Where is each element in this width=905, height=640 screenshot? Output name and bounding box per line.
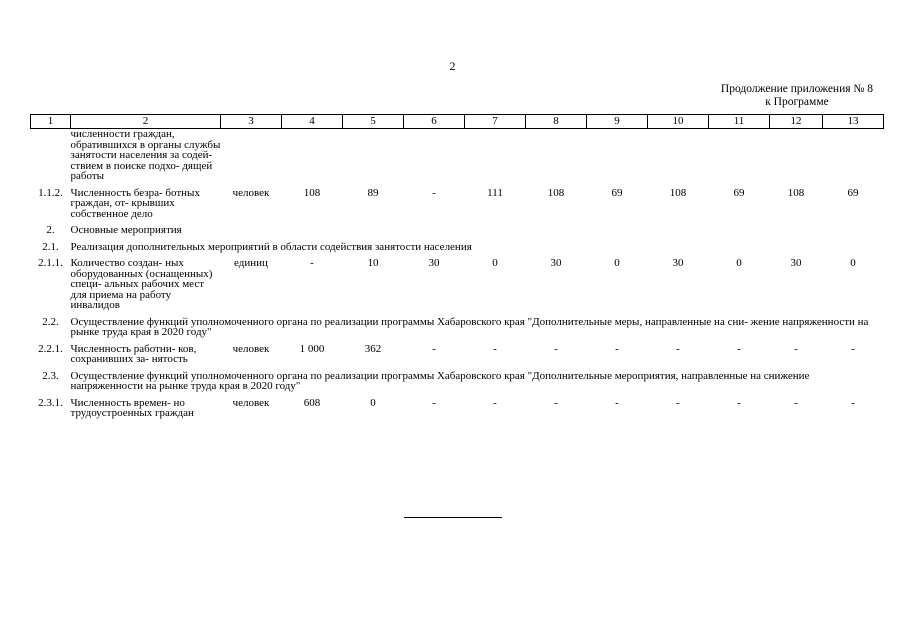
cell-value: - [554,342,558,355]
cell-value: - [851,396,855,409]
column-header: 9 [587,115,648,129]
cell-value: 30 [550,257,562,269]
column-header: 8 [526,115,587,129]
table-row [31,219,884,236]
table-row [31,392,884,419]
page-number: 2 [449,59,456,73]
cell-value: - [794,342,798,355]
row-number: 2.2.1. [38,342,63,355]
cell-value: 108 [547,186,565,199]
cell-value: 108 [669,186,687,199]
cell-value: 0 [370,396,376,409]
row-number: 1.1.2. [38,186,63,199]
cell-value: - [615,342,619,355]
row-unit: человек [232,396,270,409]
row-description: Осуществление функций уполномоченного органа по реализации программы Хабаровского края "Дополнительные меры, направленные на сни- жение напряженности на рынке труда края в 2020 году" [70,315,869,338]
cell-value: 30 [672,257,684,269]
row-unit: единиц [234,257,268,269]
cell-value: - [493,396,497,409]
row-unit: человек [232,186,270,199]
cell-value: 69 [611,186,623,199]
cell-value: - [737,342,741,355]
cell-value: - [737,396,741,409]
cell-value: - [794,396,798,409]
row-description: Численность работни- ков, сохранивших за- нятость [70,342,197,365]
cell-value: - [554,396,558,409]
cell-value: - [493,342,497,355]
row-description: Основные мероприятия [70,224,182,236]
row-number: 2.2. [42,315,59,328]
table-row [31,129,884,182]
column-header: 5 [343,115,404,129]
indicators-table [30,114,884,419]
row-number: 2. [46,224,55,236]
column-header: 11 [709,115,770,129]
column-header: 10 [648,115,709,129]
row-number: 2.1. [42,240,59,253]
column-header: 1 [31,115,71,129]
continuation-text: численности граждан, обратившихся в органы службы занятости населения за содей- ствием в поиске подхо- дящей работы [70,128,221,182]
cell-value: 362 [364,342,382,355]
cell-value: 69 [847,186,859,199]
end-divider [404,517,502,518]
header-row [31,115,884,129]
table-row [31,236,884,253]
row-number: 2.3.1. [38,396,63,409]
cell-value: 0 [492,257,498,269]
cell-value: 0 [736,257,742,269]
column-header: 2 [71,115,221,129]
table-row [31,338,884,365]
column-header: 7 [465,115,526,129]
cell-value: 111 [487,186,503,199]
row-unit: человек [232,342,270,355]
cell-value: 30 [790,257,802,269]
cell-value: 1 000 [299,342,325,355]
row-number: 2.3. [42,369,59,382]
cell-value: 0 [614,257,620,269]
column-header: 12 [770,115,823,129]
column-header: 3 [221,115,282,129]
cell-value: 108 [303,186,321,199]
cell-value: - [615,396,619,409]
cell-value: - [432,342,436,355]
column-header: 6 [404,115,465,129]
cell-value: - [432,186,436,199]
appendix-line-1: Продолжение приложения № 8 [720,83,873,95]
cell-value: 89 [367,186,379,199]
cell-value: - [676,342,680,355]
cell-value: - [432,396,436,409]
row-description: Численность времен- но трудоустроенных граждан [70,396,194,419]
cell-value: - [676,396,680,409]
cell-value: 608 [303,396,321,409]
appendix-note [721,83,873,109]
table-row [31,365,884,392]
row-description: Реализация дополнительных мероприятий в области содействия занятости населения [70,240,472,253]
column-header: 4 [282,115,343,129]
column-header: 13 [823,115,884,129]
cell-value: 69 [733,186,745,199]
cell-value: 0 [850,257,856,269]
row-description: Осуществление функций уполномоченного органа по реализации программы Хабаровского края "Дополнительные мероприятия, направленные на снижение напряженности на рынке труда края в 2020 году" [70,369,810,392]
row-number: 2.1.1. [38,257,63,269]
cell-value: 108 [787,186,805,199]
row-description: Количество создан- ных оборудованных (оснащенных) специ- альных рабочих мест для приема на работу инвалидов [70,257,213,311]
cell-value: - [851,342,855,355]
appendix-line-2: к Программе [765,96,829,108]
cell-value: 10 [367,257,379,269]
table-row [31,252,884,311]
cell-value: 30 [428,257,440,269]
cell-value: - [310,257,314,269]
table-row [31,182,884,220]
row-description: Численность безра- ботных граждан, от- крывших собственное дело [70,186,200,220]
table-row [31,311,884,338]
